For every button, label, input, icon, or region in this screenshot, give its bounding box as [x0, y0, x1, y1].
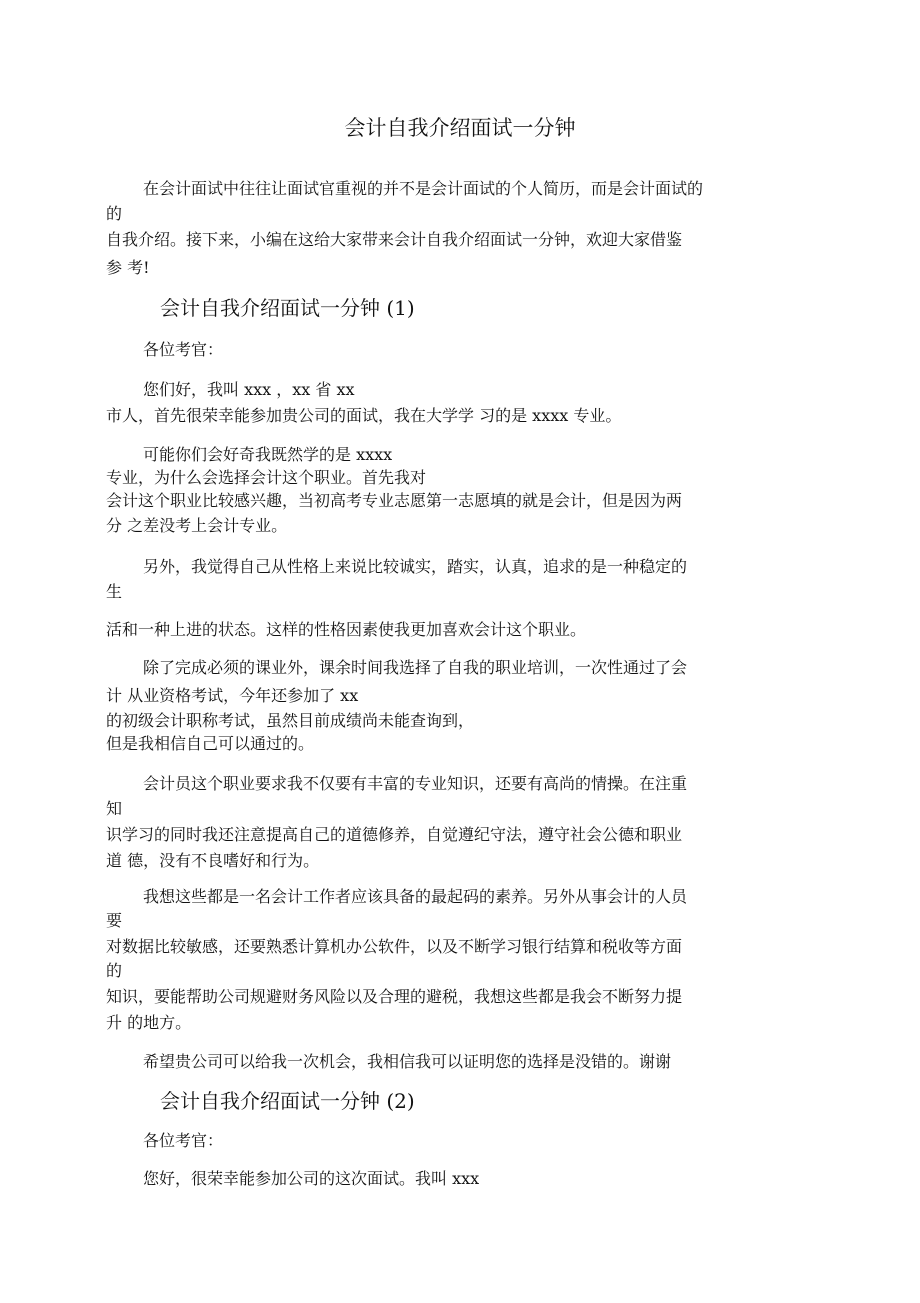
section-heading-2: 会计自我介绍面试一分钟 (2) — [160, 1089, 415, 1113]
intro-line: 的 — [106, 204, 123, 223]
section-heading-1: 会计自我介绍面试一分钟 (1) — [160, 296, 415, 320]
intro-line: 自我介绍。接下来，小编在这给大家带来会计自我介绍面试一分钟，欢迎大家借鉴 — [106, 230, 683, 249]
paragraph-line: 知识，要能帮助公司规避财务风险以及合理的避税，我想这些都是我会不断努力提 — [106, 987, 683, 1006]
paragraph-line: 另外，我觉得自己从性格上来说比较诚实，踏实，认真，追求的是一种稳定的 — [143, 557, 688, 576]
paragraph-line: 的 — [106, 961, 123, 980]
greeting: 各位考官： — [143, 1131, 224, 1150]
paragraph-line: 您好，很荣幸能参加公司的这次面试。我叫 xxx — [143, 1169, 480, 1188]
greeting: 各位考官： — [143, 340, 224, 359]
paragraph-line: 市人，首先很荣幸能参加贵公司的面试，我在大学学 习的是 xxxx 专业。 — [106, 406, 622, 425]
paragraph-line: 活和一种上进的状态。这样的性格因素使我更加喜欢会计这个职业。 — [106, 620, 587, 639]
paragraph-line: 会计员这个职业要求我不仅要有丰富的专业知识，还要有高尚的情操。在注重 — [143, 774, 688, 793]
paragraph-line: 升 的地方。 — [106, 1013, 192, 1032]
paragraph-line: 除了完成必须的课业外，课余时间我选择了自我的职业培训，一次性通过了会 — [143, 658, 688, 677]
paragraph-line: 专业，为什么会选择会计这个职业。首先我对 — [106, 468, 427, 487]
paragraph-line: 希望贵公司可以给我一次机会，我相信我可以证明您的选择是没错的。谢谢 — [143, 1052, 672, 1071]
paragraph-line: 识学习的同时我还注意提高自己的道德修养，自觉遵纪守法，遵守社会公德和职业 — [106, 825, 683, 844]
paragraph-line: 会计这个职业比较感兴趣，当初高考专业志愿第一志愿填的就是会计，但是因为两 — [106, 491, 683, 510]
paragraph-line: 的初级会计职称考试，虽然目前成绩尚未能查询到， — [106, 711, 475, 730]
paragraph-line: 道 德，没有不良嗜好和行为。 — [106, 851, 320, 870]
paragraph-line: 但是我相信自己可以通过的。 — [106, 734, 315, 753]
paragraph-line: 我想这些都是一名会计工作者应该具备的最起码的素养。另外从事会计的人员 — [143, 887, 688, 906]
intro-line: 在会计面试中往往让面试官重视的并不是会计面试的个人简历，而是会计面试的 — [143, 179, 704, 198]
paragraph-line: 对数据比较敏感，还要熟悉计算机办公软件，以及不断学习银行结算和税收等方面 — [106, 937, 683, 956]
intro-line: 参 考! — [106, 258, 150, 277]
paragraph-line: 您们好，我叫 xxx ，xx 省 xx — [143, 380, 355, 399]
paragraph-line: 生 — [106, 582, 123, 601]
paragraph-line: 分 之差没考上会计专业。 — [106, 516, 288, 535]
paragraph-line: 可能你们会好奇我既然学的是 xxxx — [143, 445, 393, 464]
paragraph-line: 知 — [106, 799, 123, 818]
paragraph-line: 计 从业资格考试，今年还参加了 xx — [106, 686, 359, 705]
paragraph-line: 要 — [106, 911, 123, 930]
document-title: 会计自我介绍面试一分钟 — [344, 116, 576, 140]
